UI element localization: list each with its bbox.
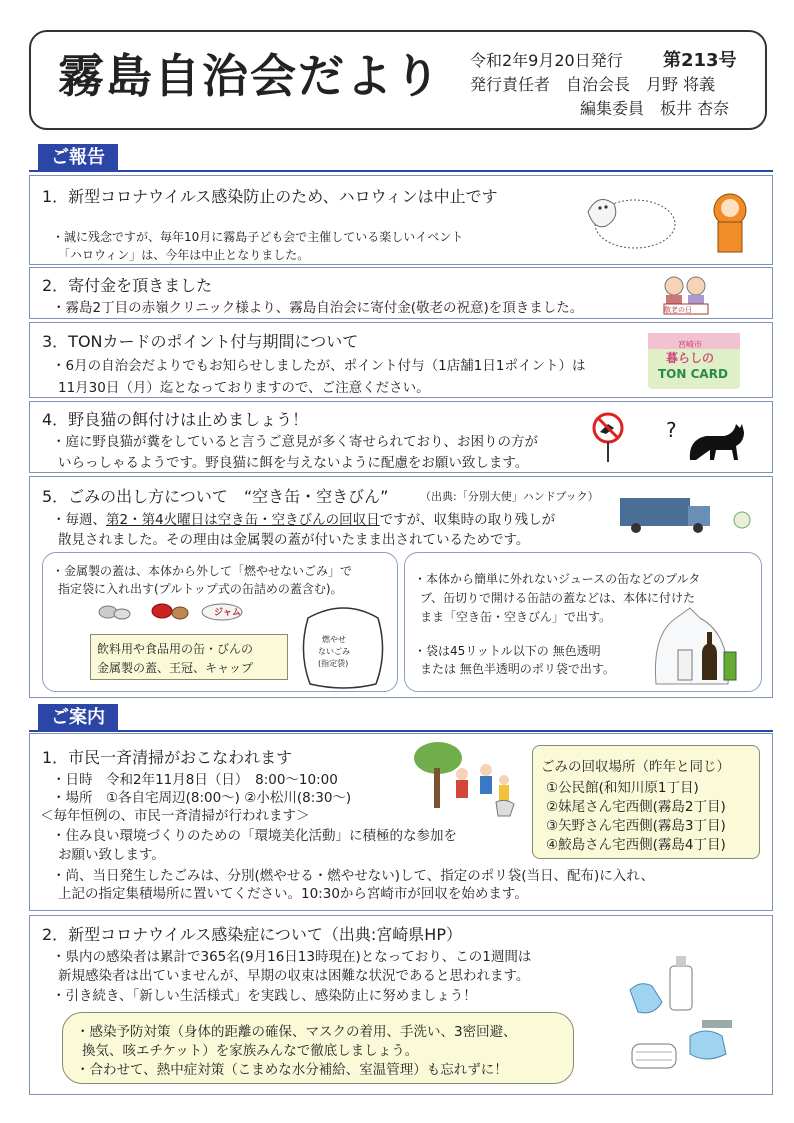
section-divider (29, 170, 773, 172)
item-title: 1．市民一斉清掃がおこなわれます (42, 748, 293, 767)
box-text: ・本体から簡単に外れないジュースの缶などのプルタ (414, 572, 701, 586)
section-divider (29, 730, 773, 732)
item-text: ・毎週、第2・第4火曜日は空き缶・空きびんの回収日ですが、収集時の取り残しが (52, 512, 556, 528)
item-title: 5．ごみの出し方について “空き缶・空きびん” (42, 487, 389, 506)
guide-section-label: ご案内 (38, 704, 118, 731)
item-text: ＜毎年恒例の、市民一斉清掃が行われます＞ (40, 808, 310, 824)
newsletter-title: 霧島自治会だより (58, 49, 442, 103)
item-text: ・霧島2丁目の赤嶺クリニック様より、霧島自治会に寄付金(敬老の祝意)を頂きました。 (52, 300, 584, 316)
item-text: 11月30日（月）迄となっておりますので、ご注意ください。 (58, 380, 430, 396)
note-text: 換気、咳エチケット）を家族みんなで徹底しましょう。 (82, 1043, 419, 1059)
collection-place: ③矢野さん宅西側(霧島3丁目) (546, 818, 726, 834)
editor: 編集委員 板井 杏奈 (580, 99, 730, 118)
item-text: いらっしゃるようです。野良猫に餌を与えないように配慮をお願い致します。 (58, 455, 529, 471)
black-cat-icon (684, 420, 746, 464)
note-text: 金属製の蓋、王冠、キャップ (97, 661, 254, 675)
collection-place: ②妹尾さん宅西側(霧島2丁目) (546, 799, 726, 815)
box-text: まま「空き缶・空きびん」で出す。 (420, 610, 612, 624)
note-text: 飲料用や食品用の缶・びんの (97, 642, 254, 656)
item-text: ・庭に野良猫が糞をしていると言うご意見が多く寄せられており、お困りの方が (52, 434, 538, 450)
item-title: 2．寄付金を頂きました (42, 276, 213, 295)
note-text: ・合わせて、熱中症対策（こまめな水分補給、室温管理）も忘れずに！ (76, 1062, 508, 1078)
collection-place: ①公民館(和知川原1丁目) (546, 780, 699, 796)
garbage-truck-icon (612, 494, 762, 534)
item-title: 2．新型コロナウイルス感染症について（出典:宮崎県HP） (42, 925, 462, 944)
bottles-in-bag-icon (652, 606, 752, 686)
item-text: 散見されました。その理由は金属製の蓋が付いたまま出されているためです。 (58, 532, 530, 548)
collection-place: ④鮫島さん宅西側(霧島4丁目) (546, 837, 726, 853)
note-text: ・感染予防対策（身体的距離の確保、マスクの着用、手洗い、3密回避、 (76, 1024, 517, 1040)
item-text: ・6月の自治会だよりでもお知らせしましたが、ポイント付与（1店舗1日1ポイント）は (52, 358, 586, 374)
cleanup-people-icon (412, 740, 518, 818)
item-text: ・引き続き、「新しい生活様式」を実践し、感染防止に努めましょう！ (52, 988, 477, 1004)
box-text: または 無色半透明のポリ袋で出す。 (420, 662, 615, 676)
bag-label: ないごみ (318, 647, 350, 656)
item-text: 新規感染者は出ていませんが、早期の収束は困難な状況であると思われます。 (58, 968, 530, 984)
ton-card-image (648, 333, 740, 389)
designated-bag-icon (296, 600, 392, 690)
box-text: ブ、缶切りで開ける缶詰の蓋などは、本体に付けた (420, 591, 696, 605)
jam-lid-label: ジャム (214, 608, 241, 618)
item-text: ・誠に残念ですが、毎年10月に霧島子ども会で主催している楽しいイベント (52, 230, 464, 244)
box-text: ・金属製の蓋は、本体から外して「燃やせないごみ」で (52, 564, 353, 578)
item-text: ・県内の感染者は累計で365名(9月16日13時現在)となっており、この1週間は (52, 949, 532, 965)
card-subtitle: 暮らしの (666, 351, 715, 365)
bag-label: 燃やせ (322, 635, 346, 644)
bag-label: (指定袋) (318, 659, 349, 668)
hygiene-icon (612, 940, 752, 1080)
issue-number: 第213号 (663, 50, 737, 71)
respect-day-label: 敬老の日 (664, 306, 692, 314)
halloween-icon (580, 182, 760, 262)
item-source: （出典:「分別大使」ハンドブック） (420, 490, 599, 503)
collection-title: ごみの回収場所（昨年と同じ） (541, 759, 730, 775)
cleanup-place: ・場所 ①各自宅周辺(8:00～) ②小松川(8:30～) (52, 790, 352, 806)
report-section-label: ご報告 (38, 144, 118, 171)
publisher: 発行責任者 自治会長 月野 将義 (470, 75, 716, 94)
no-feeding-sign-icon (590, 412, 626, 464)
box-text: 指定袋に入れ出す(プルトップ式の缶詰めの蓋含む)。 (58, 582, 343, 596)
issue-date: 令和2年9月20日発行 (470, 51, 623, 70)
item-text: お願い致します。 (58, 847, 165, 863)
item-title: 3．TONカードのポイント付与期間について (42, 332, 359, 351)
item-title: 4．野良猫の餌付けは止めましょう！ (42, 410, 309, 429)
item-text: 上記の指定集積場所に置いてください。10:30から宮崎市が回収を始めます。 (58, 886, 528, 902)
question-mark: ? (666, 418, 677, 442)
cleanup-date: ・日時 令和2年11月8日（日） 8:00～10:00 (52, 772, 338, 788)
item-title: 1．新型コロナウイルス感染防止のため、ハロウィンは中止です (42, 187, 498, 206)
item-text: 「ハロウィン」は、今年は中止となりました。 (58, 248, 310, 262)
item-text: ・尚、当日発生したごみは、分別(燃やせる・燃やせない)して、指定のポリ袋(当日、配布)に入れ、 (52, 868, 655, 884)
box-text: ・袋は45リットル以下の 無色透明 (414, 644, 601, 658)
card-city: 宮崎市 (678, 340, 702, 349)
collection-day: 第2・第4火曜日は空き缶・空きびんの回収日 (106, 512, 380, 528)
card-name: TON CARD (658, 367, 728, 381)
item-text: ・住み良い環境づくりのための「環境美化活動」に積極的な参加を (52, 828, 457, 844)
